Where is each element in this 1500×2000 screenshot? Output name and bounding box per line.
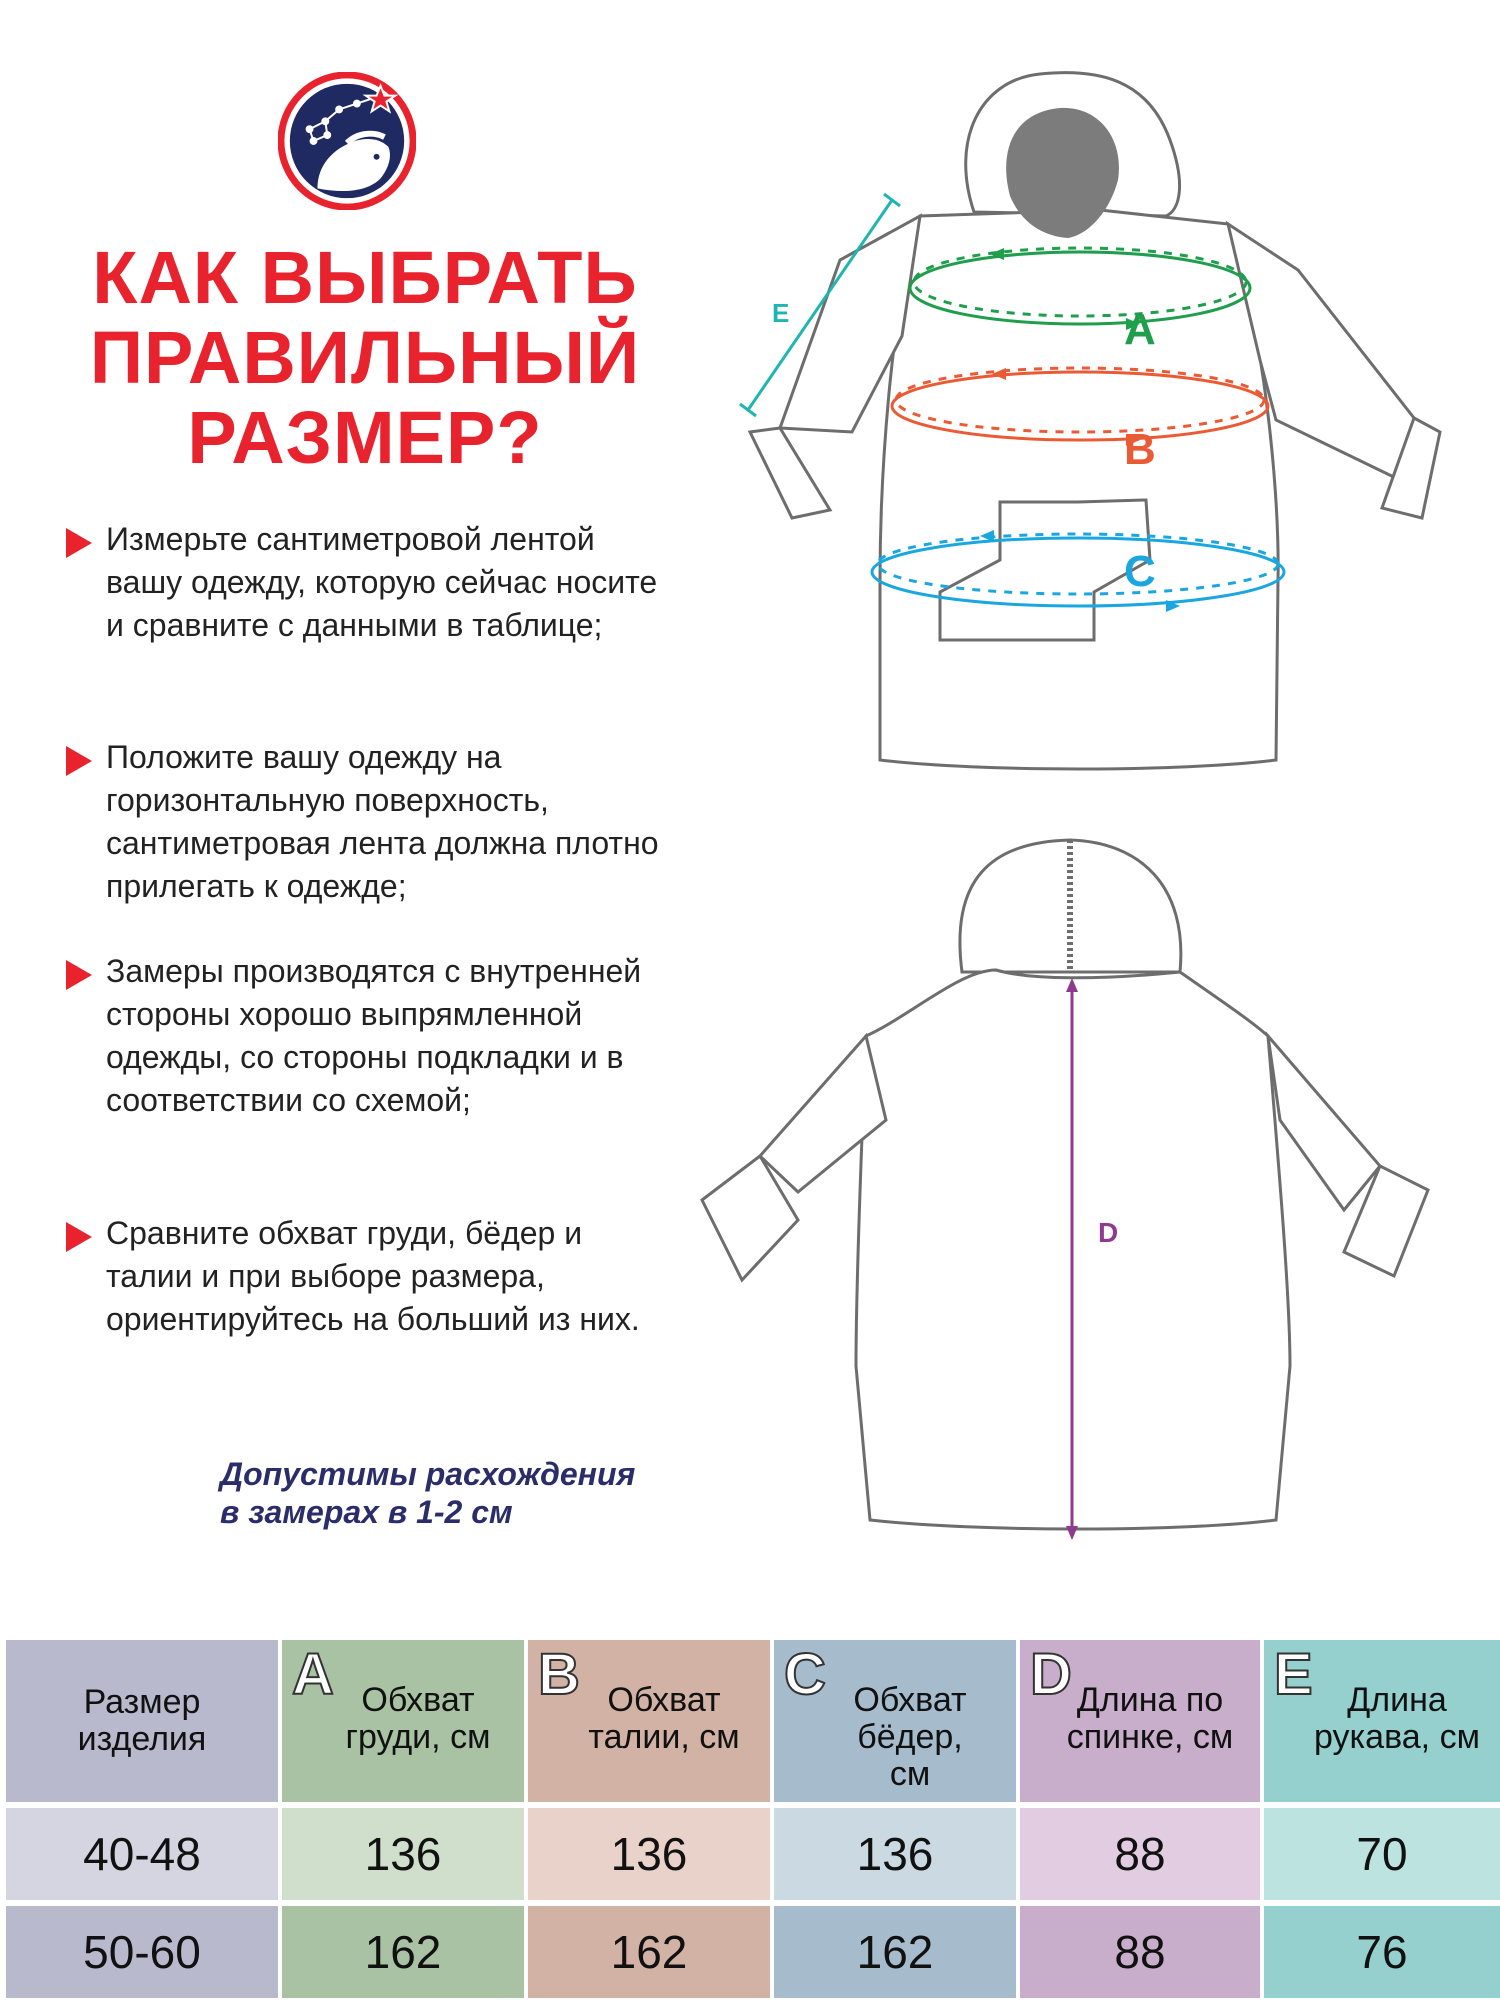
- header-size: [6, 1640, 278, 1802]
- garment-back-diagram: [680, 820, 1480, 1560]
- row2-a: 162: [282, 1906, 524, 1998]
- row2-b: 162: [528, 1906, 770, 1998]
- instruction-text: Замеры производятся с внутренней стороны хорошо выпрямленной одежды, со стороны подкладки и в соответствии со схемой;: [106, 953, 642, 1118]
- row2-e: 76: [1264, 1906, 1500, 1998]
- header-col-c: [774, 1640, 1016, 1802]
- right-sleeve-back: [1268, 1036, 1380, 1210]
- header-col-a: [282, 1640, 524, 1802]
- header-letter-b: B: [538, 1642, 580, 1707]
- header-label-b: Обхват талии, см: [588, 1681, 740, 1756]
- header-letter-d: D: [1030, 1642, 1072, 1707]
- label-d: D: [1098, 1217, 1119, 1248]
- row1-d: 88: [1020, 1808, 1260, 1900]
- row1-e: 70: [1264, 1808, 1500, 1900]
- red-triangle-icon: [66, 960, 92, 990]
- header-label-c: Обхват бёдер, см: [853, 1681, 967, 1793]
- instruction-text: Сравните обхват груди, бёдер и талии и при выборе размера, ориентируйтесь на больший из них.: [106, 1215, 640, 1337]
- header-size-label: Размер изделия: [77, 1683, 207, 1758]
- row1-b: 136: [528, 1808, 770, 1900]
- brand-logo: [278, 72, 416, 210]
- header-label-e: Длина рукава, см: [1314, 1681, 1480, 1756]
- garment-front-diagram: [680, 60, 1480, 800]
- header-label-d: Длина по спинке, см: [1066, 1681, 1234, 1756]
- title-line-3: РАЗМЕР?: [187, 396, 543, 479]
- row2-size: 50-60: [6, 1906, 278, 1998]
- title-line-2: ПРАВИЛЬНЫЙ: [89, 316, 641, 399]
- row1-a: 136: [282, 1808, 524, 1900]
- label-c: C: [1124, 547, 1156, 596]
- header-label-a: Обхват груди, см: [345, 1681, 491, 1756]
- left-cuff: [750, 428, 830, 518]
- row1-size: 40-48: [6, 1808, 278, 1900]
- label-a: A: [1124, 305, 1156, 354]
- header-col-e: [1264, 1640, 1500, 1802]
- label-b: B: [1124, 425, 1156, 474]
- header-col-d: [1020, 1640, 1260, 1802]
- row2-c: 162: [774, 1906, 1016, 1998]
- row1-c: 136: [774, 1808, 1016, 1900]
- row2-d: 88: [1020, 1906, 1260, 1998]
- header-col-b: [528, 1640, 770, 1802]
- page-title: [60, 238, 670, 478]
- coat-body: [880, 210, 1278, 769]
- header-letter-e: E: [1274, 1642, 1313, 1707]
- size-table: [6, 1640, 1500, 2000]
- red-triangle-icon: [66, 1222, 92, 1252]
- header-letter-c: C: [784, 1642, 826, 1707]
- note-line-2: в замерах в 1-2 см: [220, 1494, 513, 1530]
- title-line-1: КАК ВЫБРАТЬ: [92, 236, 638, 319]
- red-triangle-icon: [66, 746, 92, 776]
- instruction-text: Измерьте сантиметровой лентой вашу одежду, которую сейчас носите и сравните с данными в таблице;: [106, 521, 658, 643]
- header-letter-a: A: [292, 1642, 334, 1707]
- note-line-1: Допустимы расхождения: [220, 1456, 636, 1492]
- red-triangle-icon: [66, 528, 92, 558]
- instruction-text: Положите вашу одежду на горизонтальную поверхность, сантиметровая лента должна плотно прилегать к одежде;: [106, 739, 659, 904]
- label-e: E: [772, 298, 790, 328]
